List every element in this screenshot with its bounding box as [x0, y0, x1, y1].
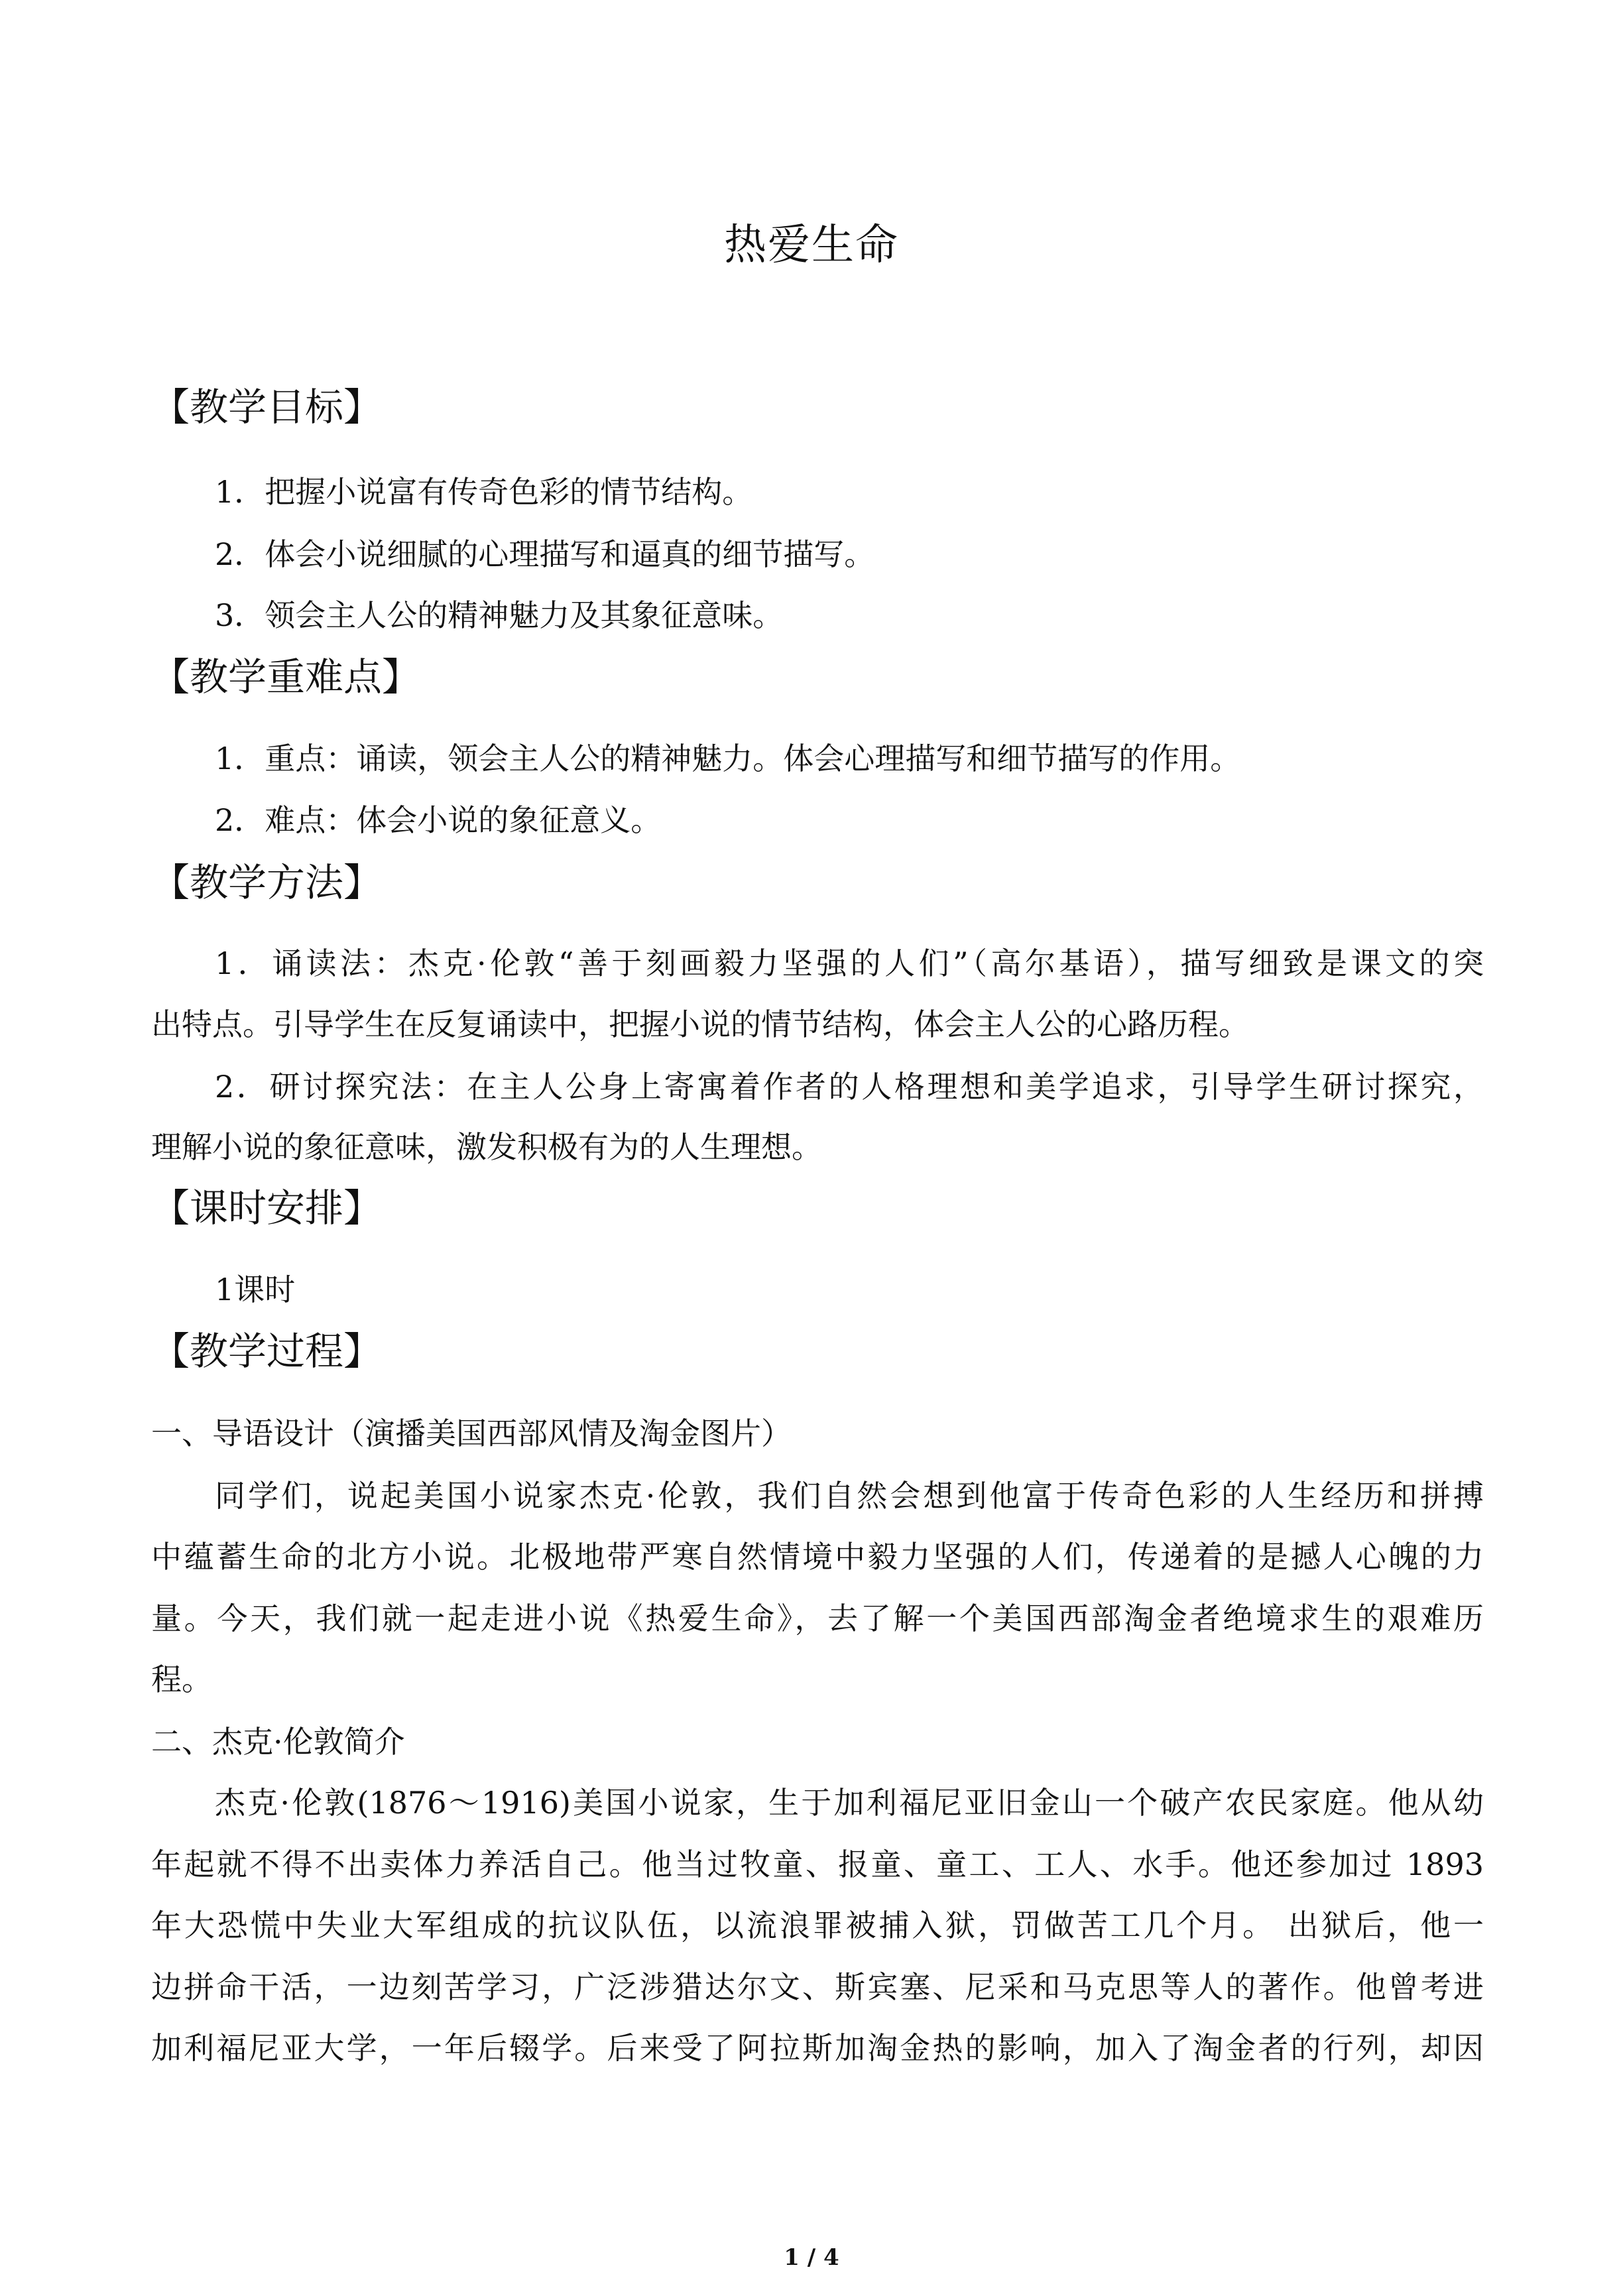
bio-line: 边拼命干活，一边刻苦学习，广泛涉猎达尔文、斯宾塞、尼采和马克思等人的著作。他曾考进: [151, 1969, 1484, 2005]
bio-line: 年起就不得不出卖体力养活自己。他当过牧童、报童、童工、工人、水手。他还参加过 1893: [151, 1846, 1484, 1882]
bio-line: 加利福尼亚大学，一年后辍学。后来受了阿拉斯加淘金热的影响，加入了淘金者的行列，却因: [151, 2030, 1484, 2066]
document-title: 热爱生命: [724, 221, 899, 270]
method-line: 出特点。引导学生在反复诵读中，把握小说的情节结构，体会主人公的心路历程。: [151, 1006, 1249, 1042]
method-line: 1．诵读法：杰克·伦敦“善于刻画毅力坚强的人们”（高尔基语），描写细致是课文的突: [215, 945, 1484, 981]
keypoint-item: 1．重点：诵读，领会主人公的精神魅力。体会心理描写和细节描写的作用。: [215, 741, 1241, 776]
method-line: 理解小说的象征意味，激发积极有为的人生理想。: [151, 1129, 822, 1165]
section-heading-schedule: 【课时安排】: [151, 1185, 383, 1231]
section-heading-methods: 【教学方法】: [151, 860, 383, 905]
method-line: 2．研讨探究法：在主人公身上寄寓着作者的人格理想和美学追求，引导学生研讨探究，: [215, 1069, 1484, 1105]
page-number: 1 / 4: [784, 2244, 839, 2271]
section-heading-keypoints: 【教学重难点】: [151, 654, 421, 699]
bio-heading: 二、杰克·伦敦简介: [151, 1724, 405, 1760]
bio-line: 年大恐慌中失业大军组成的抗议队伍，以流浪罪被捕入狱，罚做苦工几个月。 出狱后，他一: [151, 1907, 1484, 1943]
section-heading-process: 【教学过程】: [151, 1329, 383, 1374]
intro-line: 同学们，说起美国小说家杰克·伦敦，我们自然会想到他富于传奇色彩的人生经历和拼搏: [215, 1478, 1484, 1514]
bio-line: 杰克·伦敦(1876～1916)美国小说家，生于加利福尼亚旧金山一个破产农民家庭。他从幼: [215, 1785, 1484, 1821]
section-heading-goals: 【教学目标】: [151, 385, 383, 430]
intro-heading: 一、导语设计（演播美国西部风情及淘金图片）: [151, 1416, 792, 1451]
intro-line: 中蕴蓄生命的北方小说。北极地带严寒自然情境中毅力坚强的人们，传递着的是撼人心魄的力: [151, 1539, 1484, 1575]
goal-item: 3．领会主人公的精神魅力及其象征意味。: [215, 597, 784, 633]
intro-line: 程。: [151, 1662, 212, 1697]
goal-item: 2．体会小说细腻的心理描写和逼真的细节描写。: [215, 536, 875, 572]
goal-item: 1．把握小说富有传奇色彩的情节结构。: [215, 474, 753, 510]
keypoint-item: 2．难点：体会小说的象征意义。: [215, 802, 662, 838]
intro-line: 量。今天，我们就一起走进小说《热爱生命》，去了解一个美国西部淘金者绝境求生的艰难历: [151, 1601, 1484, 1636]
schedule-value: 1课时: [215, 1272, 296, 1307]
